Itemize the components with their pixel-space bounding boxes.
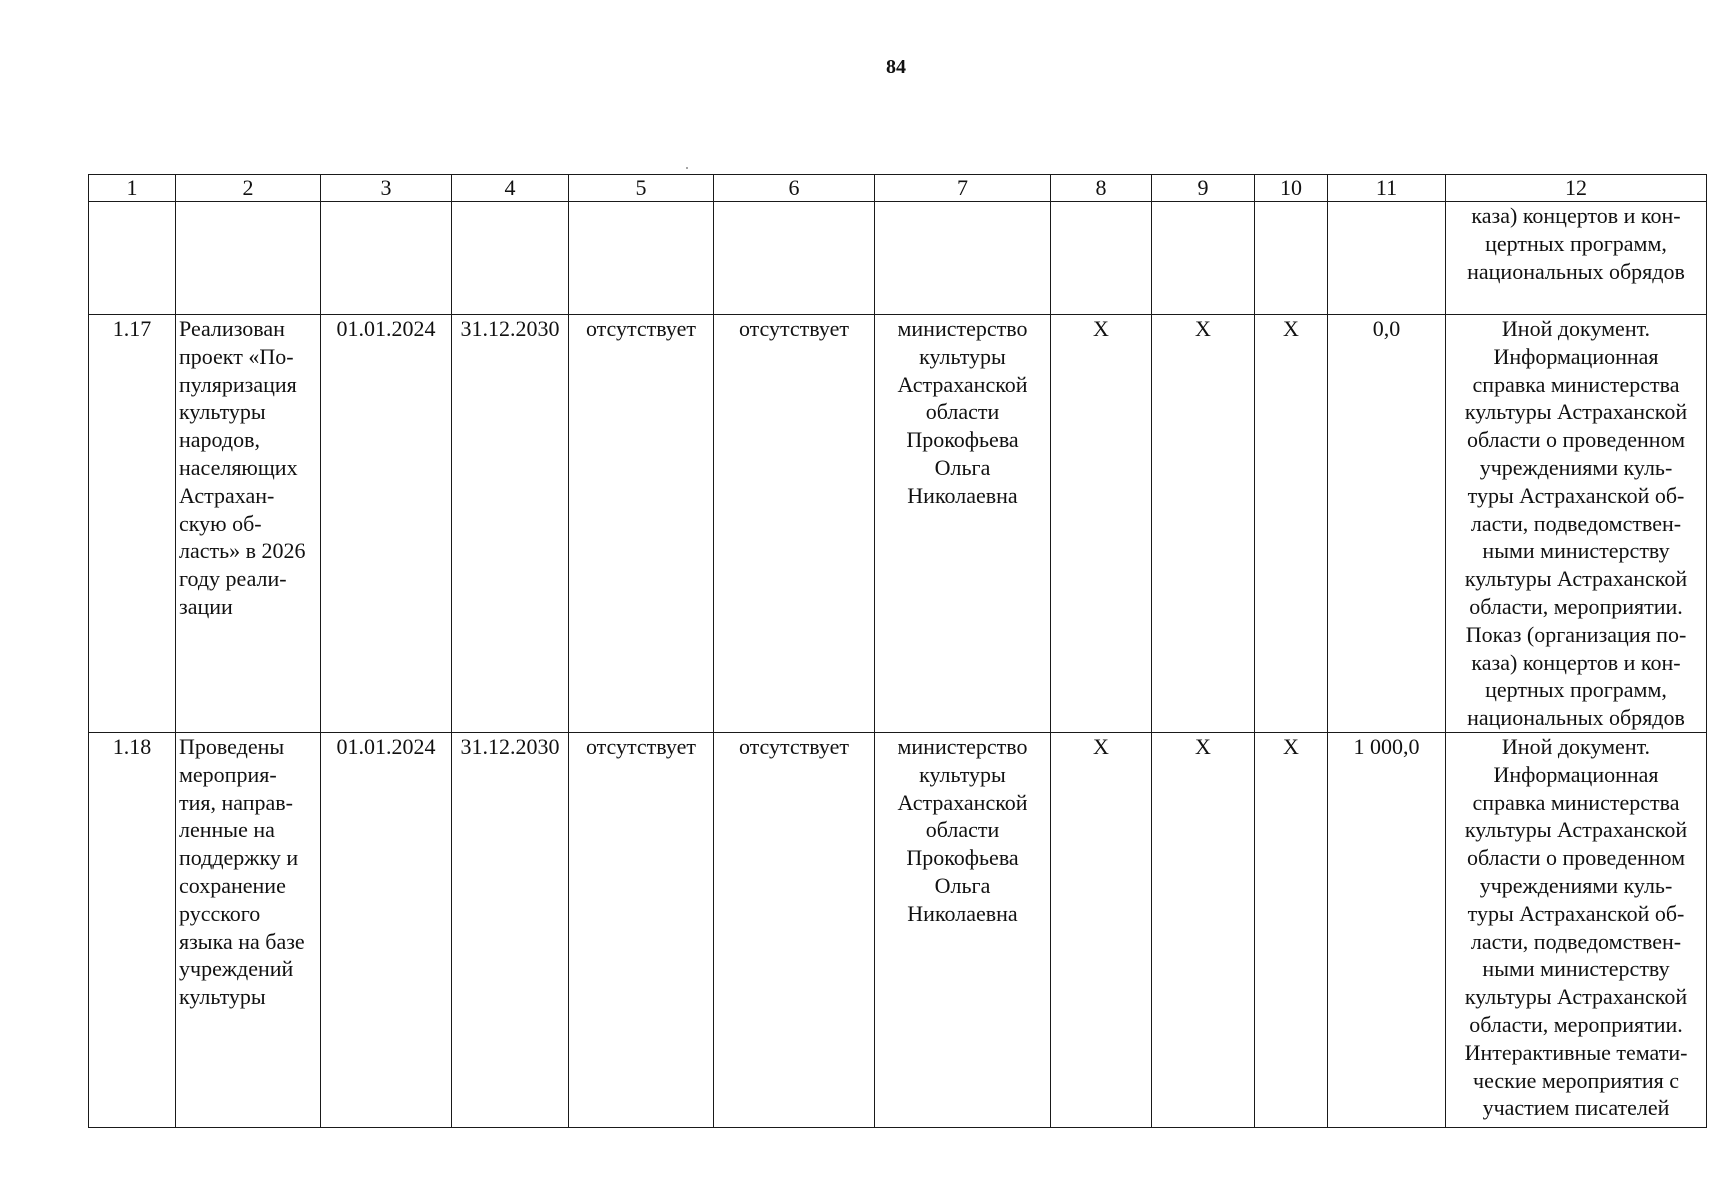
text-line: русского [179,900,261,926]
text-line: Иной документ. [1501,733,1651,759]
col9-value: X [1152,315,1255,733]
measure-name-cell [176,732,321,1127]
header-cell: 4 [452,175,569,202]
text-line: учреждениями куль- [1479,454,1673,480]
header-cell: 10 [1255,175,1328,202]
text-line: ными министерству [1482,538,1670,564]
text-line: Ольга [934,454,991,480]
text-line: Астраханской [897,789,1028,815]
text-line: каза) концертов и кон- [1471,649,1681,675]
col6-value: отсутствует [714,732,875,1127]
text-line: населяющих [179,454,298,480]
col5-value: отсутствует [569,732,714,1127]
text-line: национальных обрядов [1467,705,1685,731]
empty-cell [569,202,714,315]
text-line: Показ (организация по- [1465,621,1687,647]
text-line: учреждениями куль- [1479,872,1673,898]
text-line: культуры [919,343,1006,369]
text-line: Иной документ. [1501,316,1651,341]
page-number: 84 [886,56,906,78]
text-line: министерство [897,733,1028,759]
header-cell: 11 [1328,175,1446,202]
text-line: Прокофьева [906,427,1019,453]
text-line: справка министерства [1472,789,1680,815]
text-line: области о проведенном [1466,427,1686,453]
empty-cell [1255,202,1328,315]
plan-table [88,174,1707,1128]
header-cell: 8 [1051,175,1152,202]
row-number: 1.18 [89,732,176,1127]
text-line: культуры [179,399,266,425]
table-row [89,315,1707,733]
start-date: 01.01.2024 [321,315,452,733]
document-cell [1446,315,1707,733]
col9-value: X [1152,732,1255,1127]
empty-cell [714,202,875,315]
empty-cell [452,202,569,315]
col8-value: X [1051,315,1152,733]
text-line: зации [179,593,233,619]
text-line: пуляризация [179,371,297,397]
text-line: культуры [919,761,1006,787]
text-line: Николаевна [907,900,1018,926]
text-line: Ольга [934,872,991,898]
col10-value: X [1255,315,1328,733]
text-line: туры Астраханской об- [1467,482,1685,508]
header-cell: 7 [875,175,1051,202]
col5-value: отсутствует [569,315,714,733]
empty-cell [1152,202,1255,315]
empty-cell [1051,202,1152,315]
end-date: 31.12.2030 [452,732,569,1127]
continuation-row [89,202,1707,315]
text-line: Интерактивные темати- [1464,1039,1688,1065]
header-cell: 12 [1446,175,1707,202]
text-line: области, мероприятии. [1469,1011,1683,1037]
text-line: проект «По- [179,343,294,369]
text-line: ласть» в 2026 [179,538,306,564]
start-date: 01.01.2024 [321,732,452,1127]
amount-value: 0,0 [1328,315,1446,733]
responsible-cell [875,315,1051,733]
text-line: тия, направ- [179,789,294,815]
text-line: Информационная [1493,761,1659,787]
text-line: учреждений [179,956,294,982]
text-line: ческие мероприятия с [1473,1067,1679,1093]
text-line: справка министерства [1472,371,1680,397]
text-line: культуры Астраханской [1464,566,1688,592]
text-line: цертных программ, [1485,677,1667,703]
header-row [89,175,1707,202]
text-line: Астраханской [897,371,1028,397]
text-line: культуры Астраханской [1464,984,1688,1010]
text-line: Прокофьева [906,845,1019,871]
text-line: сохранение [179,872,286,898]
text-line: ленные на [179,817,275,843]
text-line: области о проведенном [1466,845,1686,871]
col10-value: X [1255,732,1328,1127]
text-line: каза) концертов и кон- [1471,203,1681,228]
text-line: ласти, подведомствен- [1470,928,1682,954]
empty-cell [875,202,1051,315]
table-row [89,732,1707,1127]
amount-value: 1 000,0 [1328,732,1446,1127]
text-line: году реали- [179,566,287,592]
text-line: языка на базе [179,928,305,954]
empty-cell [89,202,176,315]
text-line: области [925,817,1000,843]
text-line: области, мероприятии. [1469,593,1683,619]
text-line: культуры Астраханской [1464,399,1688,425]
header-cell: 1 [89,175,176,202]
text-line: Проведены [179,733,285,759]
text-line: Реализован [179,316,285,341]
text-line: цертных программ, [1485,230,1667,256]
text-line: ными министерству [1482,956,1670,982]
text-line: культуры [179,984,266,1010]
text-line: участием писателей [1482,1095,1670,1121]
col6-value: отсутствует [714,315,875,733]
responsible-cell [875,732,1051,1127]
text-line: области [925,399,1000,425]
empty-cell [321,202,452,315]
text-line: Николаевна [907,482,1018,508]
header-cell: 3 [321,175,452,202]
document-cell [1446,732,1707,1127]
text-line: культуры Астраханской [1464,817,1688,843]
scan-speck [686,167,688,169]
measure-name-cell [176,315,321,733]
col8-value: X [1051,732,1152,1127]
row-number: 1.17 [89,315,176,733]
text-line: Астрахан- [179,482,275,508]
header-cell: 6 [714,175,875,202]
text-line: скую об- [179,510,262,536]
header-cell: 9 [1152,175,1255,202]
text-line: мероприя- [179,761,277,787]
end-date: 31.12.2030 [452,315,569,733]
text-line: народов, [179,427,260,453]
text-line: туры Астраханской об- [1467,900,1685,926]
header-cell: 2 [176,175,321,202]
text-line: ласти, подведомствен- [1470,510,1682,536]
header-cell: 5 [569,175,714,202]
text-line: поддержку и [179,845,299,871]
document-cell [1446,202,1707,315]
empty-cell [176,202,321,315]
text-line: министерство [897,316,1028,341]
empty-cell [1328,202,1446,315]
text-line: Информационная [1493,343,1659,369]
text-line: национальных обрядов [1467,258,1685,284]
